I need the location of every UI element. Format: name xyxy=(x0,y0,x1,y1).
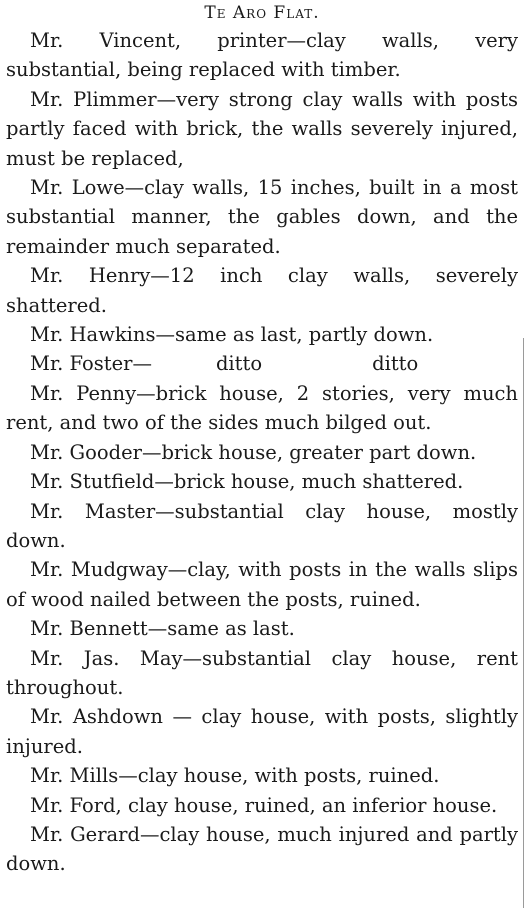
entry-jas-may: Mr. Jas. May—substantial clay house, rent throughout. xyxy=(6,646,518,699)
entry-gerard: Mr. Gerard—clay house, much injured and partly down. xyxy=(6,822,518,876)
entry-bennett: Mr. Bennett—same as last. xyxy=(30,617,295,641)
entry-ashdown: Mr. Ashdown — clay house, with posts, slightly injured. xyxy=(6,705,518,758)
entry-foster xyxy=(6,349,518,378)
newspaper-column xyxy=(6,0,518,908)
ditto-mark-1: ditto xyxy=(215,352,263,376)
entry-stutfield: Mr. Stutfield—brick house, much shattered. xyxy=(30,470,464,494)
entry-gooder: Mr. Gooder—brick house, greater part down. xyxy=(30,440,477,464)
section-heading: Te Aro Flat. xyxy=(204,3,320,23)
entry-mudgway: Mr. Mudgway—clay, with posts in the walls slips of wood nailed between the posts, ruined. xyxy=(6,558,518,611)
ditto-mark-2: ditto xyxy=(372,352,419,376)
entry-master: Mr. Master—substantial clay house, mostly down. xyxy=(6,499,518,552)
entry-penny: Mr. Penny—brick house, 2 stories, very much rent, and two of the sides much bilged out. xyxy=(6,381,518,435)
entry-plimmer: Mr. Plimmer—very strong clay walls with posts partly faced with brick, the walls severely injured, must be replaced, xyxy=(6,87,518,170)
entry-hawkins: Mr. Hawkins—same as last, partly down. xyxy=(30,323,434,347)
entry-vincent: Mr. Vincent, printer—clay walls, very substantial, being replaced with timber. xyxy=(6,29,518,82)
entry-mills: Mr. Mills—clay house, with posts, ruined. xyxy=(30,764,440,788)
entry-foster-name: Mr. Foster— xyxy=(30,352,152,376)
damage-report-list xyxy=(6,26,518,879)
entry-lowe: Mr. Lowe—clay walls, 15 inches, built in a most substantial manner, the gables down, and the remainder much separated. xyxy=(6,176,518,258)
entry-henry: Mr. Henry—12 inch clay walls, severely shattered. xyxy=(6,264,518,317)
entry-ford: Mr. Ford, clay house, ruined, an inferior house. xyxy=(30,793,498,817)
